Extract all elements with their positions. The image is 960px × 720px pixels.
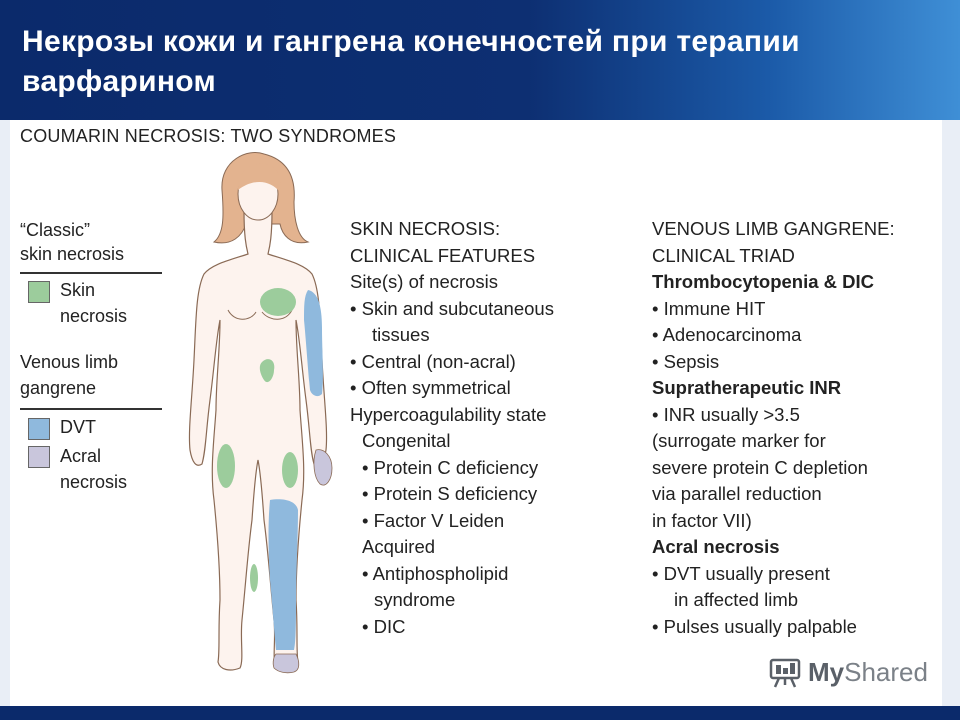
skin-necrosis-line: • Often symmetrical: [350, 377, 511, 398]
left-border: [0, 120, 10, 706]
venous-gangrene-line: in factor VII): [652, 509, 752, 531]
legend-heading-classic-2: skin necrosis: [20, 244, 125, 264]
legend-label-skin: Skin: [60, 280, 96, 300]
slide-footer: [0, 706, 960, 720]
legend-label-acral-2: necrosis: [60, 472, 128, 492]
legend-divider: [20, 272, 162, 274]
venous-gangrene-line: VENOUS LIMB GANGRENE:: [652, 218, 895, 239]
skin-necrosis-line: Congenital: [362, 430, 451, 451]
brand-my: My: [808, 656, 845, 687]
body-illustration: [170, 150, 350, 680]
legend-divider: [20, 408, 162, 410]
legend-heading-classic: “Classic”: [20, 220, 90, 240]
skin-necrosis-line: • Protein C deficiency: [362, 456, 539, 478]
slide-title: Некрозы кожи и гангрена конечностей при терапии варфарином: [22, 25, 800, 98]
slide-header: [0, 0, 960, 120]
necrosis-breast: [260, 288, 296, 316]
skin-necrosis-line: • DIC: [362, 615, 406, 637]
venous-gangrene-line: Acral necrosis: [652, 536, 780, 557]
acral-hand: [314, 450, 332, 485]
swatch-acral: [28, 446, 50, 468]
skin-necrosis-line: • Antiphospholipid: [362, 562, 509, 584]
legend-heading-venous: Venous limb: [20, 352, 119, 372]
venous-gangrene-line: severe protein C depletion: [652, 456, 868, 478]
necrosis-calf-left: [250, 564, 258, 592]
skin-necrosis-line: tissues: [372, 324, 430, 345]
acral-foot: [273, 654, 299, 673]
body-outline: [189, 210, 326, 670]
necrosis-thigh-left: [217, 444, 235, 488]
venous-gangrene-line: (surrogate marker for: [652, 430, 826, 451]
skin-necrosis-line: SKIN NECROSIS:: [350, 218, 501, 239]
swatch-skin-necrosis: [28, 281, 50, 303]
venous-gangrene-line: • DVT usually present: [652, 562, 830, 584]
figure-panel: [10, 120, 942, 706]
skin-necrosis-line: • Skin and subcutaneous: [350, 297, 554, 319]
legend-label-dvt: DVT: [60, 417, 96, 437]
legend-heading-venous-2: gangrene: [20, 378, 97, 398]
venous-gangrene-line: • Sepsis: [652, 350, 720, 372]
legend-label-acral: Acral: [60, 446, 102, 466]
figure-title: COUMARIN NECROSIS: TWO SYNDROMES: [20, 126, 397, 146]
venous-gangrene-line: in affected limb: [674, 589, 799, 610]
right-border: [942, 120, 960, 706]
venous-gangrene-line: • INR usually >3.5: [652, 403, 800, 425]
brand-shared: Shared: [844, 656, 928, 687]
skin-necrosis-line: Site(s) of necrosis: [350, 271, 499, 292]
venous-gangrene-line: CLINICAL TRIAD: [652, 244, 795, 266]
skin-necrosis-line: CLINICAL FEATURES: [350, 244, 536, 266]
venous-gangrene-line: • Adenocarcinoma: [652, 324, 802, 345]
venous-gangrene-line: Supratherapeutic INR: [652, 377, 842, 398]
skin-necrosis-line: Acquired: [362, 536, 436, 557]
venous-gangrene-column: [652, 216, 895, 640]
skin-necrosis-line: syndrome: [374, 589, 456, 610]
venous-gangrene-line: • Immune HIT: [652, 297, 766, 319]
presentation-icon: [768, 655, 802, 689]
swatch-dvt: [28, 418, 50, 440]
legend-label-skin-2: necrosis: [60, 306, 128, 326]
venous-gangrene-line: via parallel reduction: [652, 483, 822, 504]
necrosis-thigh-right: [282, 452, 298, 488]
venous-gangrene-line: • Pulses usually palpable: [652, 615, 857, 637]
skin-necrosis-line: • Factor V Leiden: [362, 509, 505, 531]
dvt-leg: [269, 499, 299, 650]
venous-gangrene-line: Thrombocytopenia & DIC: [652, 271, 875, 292]
skin-necrosis-line: • Protein S deficiency: [362, 483, 538, 504]
skin-necrosis-column: [350, 216, 554, 640]
mysshared-watermark: [768, 652, 928, 692]
skin-necrosis-line: Hypercoagulability state: [350, 403, 547, 425]
skin-necrosis-line: • Central (non-acral): [350, 350, 516, 372]
